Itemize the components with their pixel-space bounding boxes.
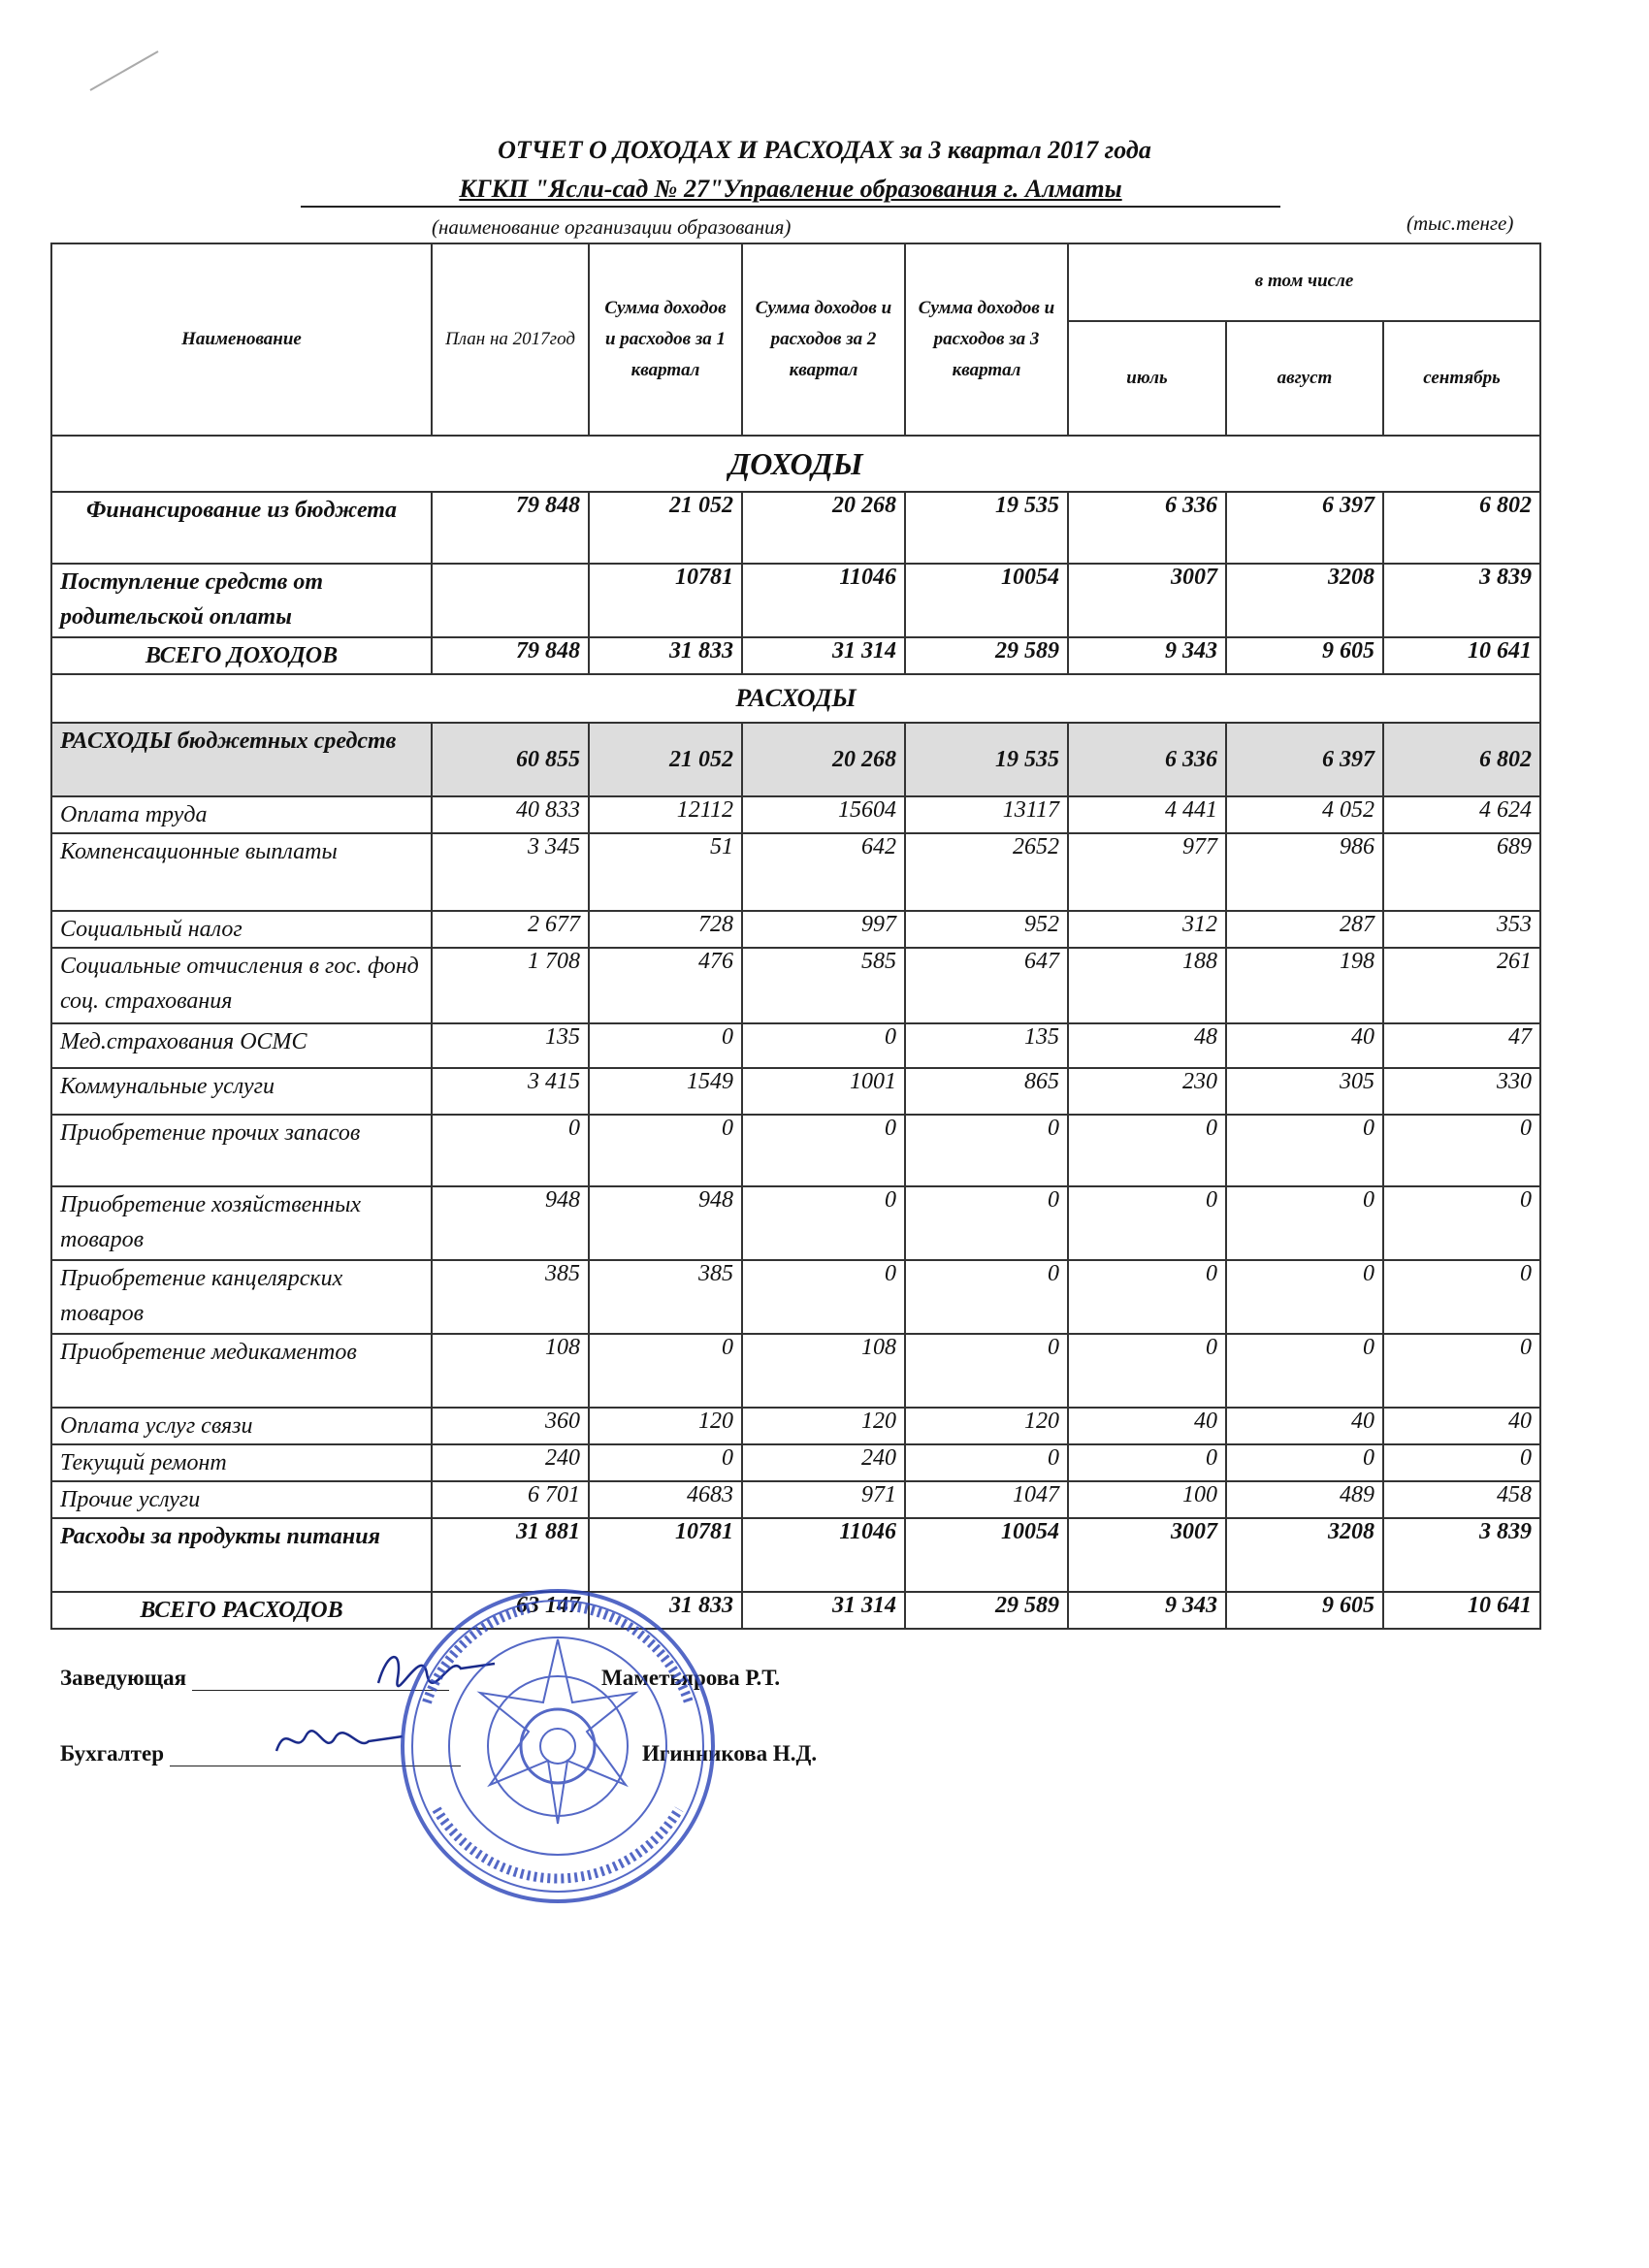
currency-unit: (тыс.тенге) <box>1406 211 1514 235</box>
expenses-cell-plan: 3 345 <box>432 833 589 911</box>
accountant-name: Игинникова Н.Д. <box>642 1741 818 1766</box>
report-table <box>50 243 1541 1630</box>
expenses-cell-m1: 312 <box>1068 911 1226 948</box>
expenses-cell-m3: 47 <box>1383 1023 1540 1068</box>
expenses-cell-q2: 15604 <box>742 796 905 833</box>
expenses-cell-m2: 0 <box>1226 1260 1383 1334</box>
expenses-cell-q1: 0 <box>589 1444 742 1481</box>
expenses-cell-q3: 952 <box>905 911 1068 948</box>
expenses-cell-m3: 353 <box>1383 911 1540 948</box>
expenses-cell-q3: 19 535 <box>905 723 1068 796</box>
expenses-cell-m1: 9 343 <box>1068 1592 1226 1629</box>
expenses-row-name: Приобретение хозяйственных товаров <box>51 1186 432 1260</box>
income-cell-plan: 79 848 <box>432 637 589 674</box>
expenses-row-name: Компенсационные выплаты <box>51 833 432 911</box>
expenses-cell-m1: 48 <box>1068 1023 1226 1068</box>
expenses-cell-m1: 6 336 <box>1068 723 1226 796</box>
expenses-cell-q1: 0 <box>589 1115 742 1186</box>
expenses-cell-plan: 385 <box>432 1260 589 1334</box>
expenses-cell-q3: 0 <box>905 1260 1068 1334</box>
expenses-cell-q3: 0 <box>905 1334 1068 1408</box>
expenses-cell-plan: 63 147 <box>432 1592 589 1629</box>
expenses-cell-m3: 3 839 <box>1383 1518 1540 1592</box>
expenses-cell-q1: 0 <box>589 1334 742 1408</box>
expense-section-title: РАСХОДЫ <box>51 674 1540 723</box>
expenses-cell-q1: 12112 <box>589 796 742 833</box>
expenses-cell-q1: 728 <box>589 911 742 948</box>
expenses-cell-q3: 865 <box>905 1068 1068 1115</box>
col-september-header: сентябрь <box>1383 321 1540 436</box>
expenses-row-name: Текущий ремонт <box>51 1444 432 1481</box>
expenses-row-name: Прочие услуги <box>51 1481 432 1518</box>
expenses-cell-q2: 0 <box>742 1115 905 1186</box>
col-q2-header: Сумма доходов и расходов за 2 квартал <box>742 243 905 436</box>
expenses-cell-m3: 6 802 <box>1383 723 1540 796</box>
expenses-cell-q2: 0 <box>742 1023 905 1068</box>
expenses-cell-q3: 120 <box>905 1408 1068 1444</box>
expenses-row-name: ВСЕГО РАСХОДОВ <box>51 1592 432 1629</box>
income-cell-q3: 10054 <box>905 564 1068 637</box>
income-cell-q2: 20 268 <box>742 492 905 564</box>
expenses-cell-plan: 1 708 <box>432 948 589 1023</box>
income-cell-q1: 21 052 <box>589 492 742 564</box>
expenses-cell-q2: 11046 <box>742 1518 905 1592</box>
income-cell-m2: 9 605 <box>1226 637 1383 674</box>
expenses-cell-q3: 1047 <box>905 1481 1068 1518</box>
expenses-cell-q2: 0 <box>742 1186 905 1260</box>
expenses-row <box>51 796 1540 833</box>
income-cell-m2: 6 397 <box>1226 492 1383 564</box>
expenses-row <box>51 1115 1540 1186</box>
expenses-cell-m3: 458 <box>1383 1481 1540 1518</box>
income-cell-m3: 3 839 <box>1383 564 1540 637</box>
expenses-cell-q2: 108 <box>742 1334 905 1408</box>
expenses-cell-plan: 60 855 <box>432 723 589 796</box>
expenses-cell-q1: 51 <box>589 833 742 911</box>
expenses-row <box>51 1592 1540 1629</box>
expenses-cell-plan: 3 415 <box>432 1068 589 1115</box>
expenses-row-name: Оплата труда <box>51 796 432 833</box>
organization-caption: (наименование организации образования) <box>432 215 792 239</box>
expenses-cell-m3: 261 <box>1383 948 1540 1023</box>
expenses-cell-m2: 9 605 <box>1226 1592 1383 1629</box>
income-row-name: ВСЕГО ДОХОДОВ <box>51 637 432 674</box>
expenses-cell-q3: 13117 <box>905 796 1068 833</box>
expenses-cell-m2: 6 397 <box>1226 723 1383 796</box>
expenses-cell-q1: 0 <box>589 1023 742 1068</box>
col-incl-header: в том числе <box>1068 243 1540 321</box>
income-cell-q1: 10781 <box>589 564 742 637</box>
expenses-cell-m2: 305 <box>1226 1068 1383 1115</box>
expenses-cell-q3: 29 589 <box>905 1592 1068 1629</box>
expenses-cell-m3: 0 <box>1383 1186 1540 1260</box>
income-cell-plan <box>432 564 589 637</box>
expenses-row-name: Мед.страхования ОСМС <box>51 1023 432 1068</box>
expenses-cell-q3: 10054 <box>905 1518 1068 1592</box>
expenses-cell-q3: 0 <box>905 1115 1068 1186</box>
expenses-cell-plan: 40 833 <box>432 796 589 833</box>
expenses-cell-m3: 330 <box>1383 1068 1540 1115</box>
expenses-cell-plan: 948 <box>432 1186 589 1260</box>
expenses-cell-q1: 476 <box>589 948 742 1023</box>
expenses-cell-q3: 0 <box>905 1186 1068 1260</box>
expenses-cell-plan: 135 <box>432 1023 589 1068</box>
income-cell-q1: 31 833 <box>589 637 742 674</box>
expenses-row-name: Социальные отчисления в гос. фонд соц. страхования <box>51 948 432 1023</box>
expenses-row-name: Приобретение медикаментов <box>51 1334 432 1408</box>
expenses-cell-m1: 0 <box>1068 1186 1226 1260</box>
expenses-cell-m2: 0 <box>1226 1444 1383 1481</box>
report-title: ОТЧЕТ О ДОХОДАХ И РАСХОДАХ за 3 квартал 2017 года <box>498 136 1151 164</box>
pencil-mark <box>85 47 163 95</box>
expenses-cell-plan: 31 881 <box>432 1518 589 1592</box>
head-name: Маметьярова Р.Т. <box>601 1666 781 1690</box>
expenses-cell-q2: 0 <box>742 1260 905 1334</box>
expenses-cell-m1: 4 441 <box>1068 796 1226 833</box>
expenses-cell-q1: 385 <box>589 1260 742 1334</box>
expenses-cell-m3: 689 <box>1383 833 1540 911</box>
expenses-cell-q1: 948 <box>589 1186 742 1260</box>
expenses-cell-q1: 120 <box>589 1408 742 1444</box>
income-cell-m3: 6 802 <box>1383 492 1540 564</box>
income-cell-q2: 11046 <box>742 564 905 637</box>
expenses-cell-m2: 40 <box>1226 1408 1383 1444</box>
expenses-row-name: Приобретение прочих запасов <box>51 1115 432 1186</box>
expenses-cell-m2: 489 <box>1226 1481 1383 1518</box>
income-cell-q2: 31 314 <box>742 637 905 674</box>
expenses-cell-q2: 997 <box>742 911 905 948</box>
expenses-cell-m3: 0 <box>1383 1115 1540 1186</box>
official-seal-stamp <box>398 1586 718 1906</box>
expenses-cell-q2: 120 <box>742 1408 905 1444</box>
expenses-cell-m1: 0 <box>1068 1444 1226 1481</box>
expenses-cell-q3: 647 <box>905 948 1068 1023</box>
income-cell-m1: 9 343 <box>1068 637 1226 674</box>
expenses-cell-m2: 198 <box>1226 948 1383 1023</box>
expenses-cell-m1: 188 <box>1068 948 1226 1023</box>
expenses-row <box>51 1260 1540 1334</box>
expenses-cell-q2: 240 <box>742 1444 905 1481</box>
income-section-title: ДОХОДЫ <box>51 436 1540 492</box>
expenses-cell-m1: 977 <box>1068 833 1226 911</box>
expenses-row <box>51 948 1540 1023</box>
accountant-role: Бухгалтер <box>60 1741 164 1766</box>
expenses-cell-q3: 2652 <box>905 833 1068 911</box>
income-cell-m1: 6 336 <box>1068 492 1226 564</box>
expenses-cell-plan: 108 <box>432 1334 589 1408</box>
income-row-name: Поступление средств от родительской оплаты <box>51 564 432 637</box>
expenses-cell-m1: 0 <box>1068 1260 1226 1334</box>
expenses-cell-q2: 971 <box>742 1481 905 1518</box>
head-role: Заведующая <box>60 1666 187 1690</box>
expenses-cell-q2: 20 268 <box>742 723 905 796</box>
expenses-cell-q1: 4683 <box>589 1481 742 1518</box>
expenses-cell-m2: 287 <box>1226 911 1383 948</box>
expenses-cell-m2: 0 <box>1226 1334 1383 1408</box>
expenses-cell-m3: 10 641 <box>1383 1592 1540 1629</box>
income-cell-plan: 79 848 <box>432 492 589 564</box>
expenses-cell-m2: 0 <box>1226 1186 1383 1260</box>
col-name-header: Наименование <box>51 243 432 436</box>
expenses-cell-plan: 360 <box>432 1408 589 1444</box>
expenses-row-name: РАСХОДЫ бюджетных средств <box>51 723 432 796</box>
col-august-header: август <box>1226 321 1383 436</box>
expenses-row-name: Приобретение канцелярских товаров <box>51 1260 432 1334</box>
expenses-cell-m1: 0 <box>1068 1115 1226 1186</box>
expenses-cell-m1: 230 <box>1068 1068 1226 1115</box>
expenses-cell-m3: 0 <box>1383 1334 1540 1408</box>
expenses-cell-plan: 0 <box>432 1115 589 1186</box>
expenses-row <box>51 1408 1540 1444</box>
income-row <box>51 637 1540 674</box>
expenses-row <box>51 911 1540 948</box>
expenses-cell-m3: 0 <box>1383 1260 1540 1334</box>
expense-section <box>51 674 1540 1629</box>
col-plan-header: План на 2017год <box>432 243 589 436</box>
expenses-cell-m2: 4 052 <box>1226 796 1383 833</box>
income-row <box>51 492 1540 564</box>
income-section <box>51 436 1540 674</box>
expenses-cell-q3: 0 <box>905 1444 1068 1481</box>
expenses-cell-m2: 3208 <box>1226 1518 1383 1592</box>
expenses-cell-m2: 986 <box>1226 833 1383 911</box>
organization-name: КГКП "Ясли-сад № 27"Управление образования г. Алматы <box>301 175 1280 208</box>
expenses-row <box>51 1444 1540 1481</box>
expenses-cell-q2: 642 <box>742 833 905 911</box>
accountant-handwritten-signature <box>272 1717 407 1770</box>
expenses-cell-m1: 0 <box>1068 1334 1226 1408</box>
expenses-row <box>51 1334 1540 1408</box>
expenses-cell-q2: 1001 <box>742 1068 905 1115</box>
expenses-cell-q2: 31 314 <box>742 1592 905 1629</box>
expenses-cell-plan: 6 701 <box>432 1481 589 1518</box>
expenses-cell-m3: 40 <box>1383 1408 1540 1444</box>
expenses-cell-m3: 0 <box>1383 1444 1540 1481</box>
income-cell-q3: 29 589 <box>905 637 1068 674</box>
expenses-cell-m3: 4 624 <box>1383 796 1540 833</box>
income-row <box>51 564 1540 637</box>
expenses-cell-m2: 0 <box>1226 1115 1383 1186</box>
income-cell-q3: 19 535 <box>905 492 1068 564</box>
expenses-row-name: Расходы за продукты питания <box>51 1518 432 1592</box>
expenses-row <box>51 833 1540 911</box>
expenses-cell-q1: 1549 <box>589 1068 742 1115</box>
expenses-row <box>51 723 1540 796</box>
col-july-header: июль <box>1068 321 1226 436</box>
expenses-row-name: Оплата услуг связи <box>51 1408 432 1444</box>
col-q1-header: Сумма доходов и расходов за 1 квартал <box>589 243 742 436</box>
expenses-cell-q1: 21 052 <box>589 723 742 796</box>
expenses-row <box>51 1186 1540 1260</box>
income-cell-m2: 3208 <box>1226 564 1383 637</box>
expenses-cell-m1: 100 <box>1068 1481 1226 1518</box>
income-row-name: Финансирование из бюджета <box>51 492 432 564</box>
expenses-row <box>51 1481 1540 1518</box>
expenses-cell-m1: 3007 <box>1068 1518 1226 1592</box>
expenses-cell-plan: 2 677 <box>432 911 589 948</box>
expenses-row-name: Коммунальные услуги <box>51 1068 432 1115</box>
expenses-row <box>51 1068 1540 1115</box>
expenses-row <box>51 1023 1540 1068</box>
expenses-cell-m1: 40 <box>1068 1408 1226 1444</box>
expenses-cell-q3: 135 <box>905 1023 1068 1068</box>
col-q3-header: Сумма доходов и расходов за 3 квартал <box>905 243 1068 436</box>
expenses-cell-m2: 40 <box>1226 1023 1383 1068</box>
expenses-cell-q2: 585 <box>742 948 905 1023</box>
expenses-cell-plan: 240 <box>432 1444 589 1481</box>
expenses-cell-q1: 31 833 <box>589 1592 742 1629</box>
expenses-row <box>51 1518 1540 1592</box>
income-cell-m3: 10 641 <box>1383 637 1540 674</box>
income-cell-m1: 3007 <box>1068 564 1226 637</box>
expenses-row-name: Социальный налог <box>51 911 432 948</box>
expenses-cell-q1: 10781 <box>589 1518 742 1592</box>
